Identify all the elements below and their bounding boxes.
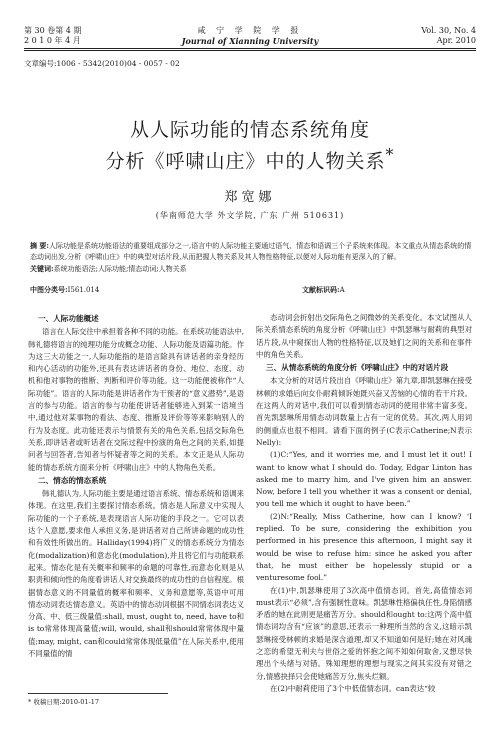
keywords-text: 系统功能语法;人际功能;情态动词;人物关系 xyxy=(53,265,187,273)
abstract-label: 摘 要: xyxy=(30,241,50,250)
section-heading: 二、情态的情态系统 xyxy=(38,475,107,485)
classification-value: I561.014 xyxy=(67,286,100,294)
title-line-1: 从人际功能的情态系统角度 xyxy=(129,119,370,141)
document-code xyxy=(302,284,345,296)
abstract xyxy=(30,240,474,263)
volume-cn: 第 30 卷第 4 期 xyxy=(24,26,82,35)
body-column-right xyxy=(256,312,472,695)
classification-label: 中图分类号: xyxy=(30,285,68,294)
header-center xyxy=(24,26,476,46)
body-paragraph: (2)N:“Really, Miss Catherine, how can I know? ‘I replied. To be sure, considering the exhibition you performed in his presence this afternoon, I might say it would be wise to refuse him: since he asked you after that, he must either be hopelessly stupid or a venturesome fool.” xyxy=(256,511,472,583)
journal-name-en: Journal of Xianning University xyxy=(181,36,319,46)
body-paragraph: 韩礼德认为,人际功能主要是通过语言系统、情态系统和语调来体现。在这里,我们主要探讨情态系统。情态是人际意义中实现人际功能的一个子系统,是表现语言人际功能的手段之一。它可以表达个人意愿,要求他人承担义务,是讲话者对自己所讲命题的成功性和有效性所做出的。Halliday(1994)将广义的情态系统分为情态化(modalization)和意态化(modulation),并且将它们与功能联系起来。情态化是有关概率和频率的命题的可靠性,而意态化则是从职责和倾向性的角度看讲话人对交换最终的成功性的自信程度。根据情态意义的不同量值的概率和频率、义务和意愿等,英语中可用情态动词表达情态意义。英语中的情态动词根据不同情态词表达义分高、中、低三级量值:shall, must, ought to, need, have to和is to常常体现高量值;will, would, shall和should常常体现中量值;may, might, can和could常常体现低量值”在人际关系中,使用不同量值的情 xyxy=(28,489,244,659)
footnote: * 收稿日期:2010-01-17 xyxy=(28,693,168,706)
document-code-value: A xyxy=(339,286,345,294)
volume-en: Vol. 30, No. 4 xyxy=(421,26,476,35)
body-paragraph: (1)C:“Yes, and it worries me, and I must let it out! I want to know what I should do. Today, Edgar Linton has asked me to marry him, and I've given him an answer. Now, before I tell you whether it was a consent or denial, you tell me which it ought to have been.” xyxy=(256,450,472,509)
author-name: 郑宽娜 xyxy=(224,190,276,205)
article-number: 文章编号:1006 - 5342(2010)04 - 0057 - 02 xyxy=(24,59,180,68)
body-paragraph: 在(1)中,凯瑟琳使用了3次高中值情态词。首先,高值情态词must表示“必须”,含有强制性意味。凯瑟琳性格偏执任性,身陷情感矛盾的她在此则更是痛苦万分。should和ought to:这两个高中值情态词均含有“应该”的意思,还表示一种理所当然的含义,这暗示凯瑟琳接受林顿的求婚是深含道理,却又不知道如何是好;她在对风魂之恋的希望无利夫与世俗之爱的怀抱之间不知如何取舍,又想尽快理出个头绪与对错。殊知理想的理想与现实之间其实没有对错之分,情感抉择只会使她痛苦万分,焦头烂额。 xyxy=(256,585,472,681)
date-en: Apr. 2010 xyxy=(436,36,476,45)
body-paragraph: 在(2)中耐莉使用了3个中低值情态词。can表达“较 xyxy=(270,683,436,693)
body-paragraph: 态动词会折射出交际角色之间微妙的关系变化。本文试图从人际关系情态系统的角度分析《呼啸山庄》中凯瑟琳与耐莉的典型对话片段,从中窥探出人物的性格特征,以及她们之间的关系和在事件中的角色关系。 xyxy=(256,313,472,359)
header-rule-2 xyxy=(24,50,476,51)
title-line-2 xyxy=(24,143,476,173)
body-column-left xyxy=(28,312,244,660)
keywords-label: 关键词: xyxy=(30,264,54,273)
classification xyxy=(30,284,99,296)
section-heading: 三、从情态系统的角度分析《呼啸山庄》中的对话片段 xyxy=(266,363,449,373)
section-heading: 一、人际功能概述 xyxy=(38,314,99,323)
running-header xyxy=(24,26,476,50)
title-line-2-text: 分析《呼啸山庄》中的人物关系 xyxy=(105,150,386,173)
document-code-label: 文献标识码: xyxy=(302,285,340,294)
body-paragraph: 本文分析的对话片段出自《呼啸山庄》第九章,即凯瑟琳在接受林顿的求婚后向女仆耐莉倾诉她既兴奋又苦恼的心情的若干片段。在这两人的对话中,我们可以看到情态动词的使用非常丰富多变。首先凯瑟琳所用情态动词数量上占有一定的优势。其次,两人用词的侧重点也很不相同。请看下面的例子(C表示Catherine;N表示Nelly): xyxy=(256,376,472,447)
journal-name-cn: 咸 宁 学 院 学 报 xyxy=(197,26,303,35)
keywords xyxy=(30,263,474,275)
header-right xyxy=(421,26,476,46)
header-rule xyxy=(24,48,476,49)
abstract-block xyxy=(30,240,474,294)
body-paragraph: 语言在人际交往中承担着各种不同的功能。在系统功能语法中,韩礼德将语言的纯理功能分成概念功能、人际功能及语篇功能。作为这三大功能之一,人际功能指的是语言除具有讲话者的亲身经历和内心活动的功能外,还具有表达讲话者的身份、地位、态度、动机和他对事物的推断、判断和评价等功能。这一功能便被称作“人际功能”。语言的人际功能是讲话者作为干预者的“意义潜势”,是语言的参与功能。语言的参与功能使讲话者能够进入到某一语境当中,通过他对某事物的看法、态度、推断及评价等等来影响别人的行为及态度。此功能还表示与情景有关的角色关系,包括交际角色关系,即讲话者或听话者在交际过程中扮演的角色之间的关系,如提问者与回答者,告知者与怀疑者等之间的关系。本文正是从人际功能的情态系统方面来分析《呼啸山庄》中的人物角色关系。 xyxy=(28,327,244,472)
abstract-text: 人际功能是系统功能语法的重要组成部分之一,语言中的人际功能主要通过语气、情态和语调三个子系统来体现。本文重点从情态系统的情态动词出发,分析《呼啸山庄》中的典型对话片段,从而把握人物关系及其人物性格特征,以便对人际功能有更深入的了解。 xyxy=(30,242,472,261)
title-footnote-mark: * xyxy=(385,145,395,164)
author-affiliation: (华南师范大学 外文学院, 广东 广州 510631) xyxy=(155,211,345,220)
date-cn: 2 0 1 0 年 4 月 xyxy=(24,36,81,45)
